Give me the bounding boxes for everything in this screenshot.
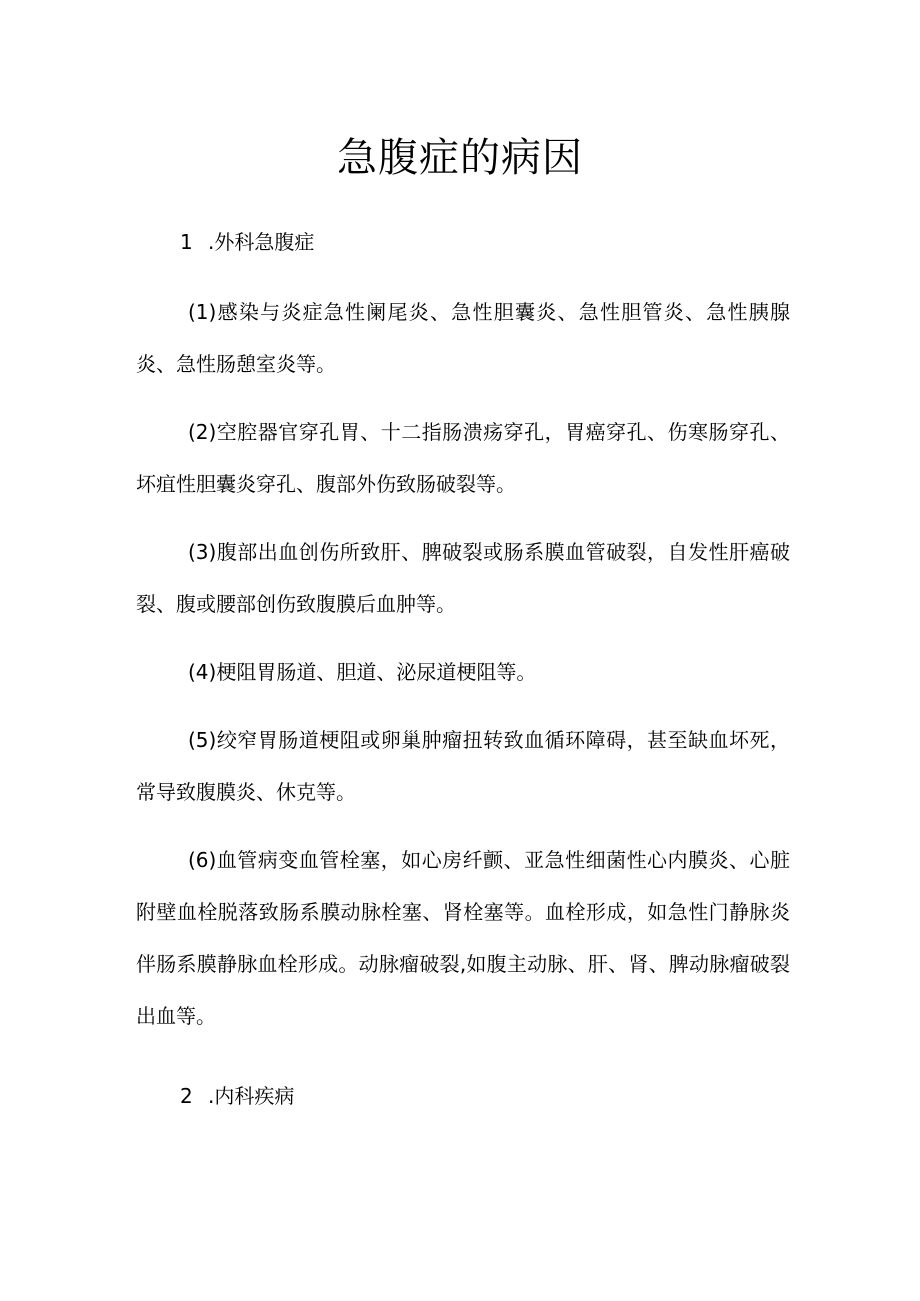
cause-infection-paragraph: (1)感染与炎症急性阑尾炎、急性胆囊炎、急性胆管炎、急性胰腺炎、急性肠憩室炎等。 (136, 300, 790, 376)
cause-vascular-paragraph: (6)血管病变血管栓塞，如心房纤颤、亚急性细菌性心内膜炎、心脏附壁血栓脱落致肠系膜动脉栓塞、肾栓塞等。血栓形成，如急性门静脉炎伴肠系膜静脉血栓形成。动脉瘤破裂,如腹主动脉、肝、肾、脾动脉瘤破裂出血等。 (136, 848, 790, 1028)
cause-strangulation-paragraph: (5)绞窄胃肠道梗阻或卵巢肿瘤扭转致血循环障碍，甚至缺血坏死，常导致腹膜炎、休克等。 (136, 728, 790, 804)
section-label: .外科急腹症 (208, 230, 315, 254)
document-body (136, 224, 790, 1114)
section-number: 2 (180, 1084, 193, 1108)
cause-perforation-paragraph: (2)空腔器官穿孔胃、十二指肠溃疡穿孔，胃癌穿孔、伤寒肠穿孔、坏疽性胆囊炎穿孔、腹部外伤致肠破裂等。 (136, 420, 790, 496)
section-heading-internal (136, 1078, 790, 1114)
cause-bleeding-paragraph: (3)腹部出血创伤所致肝、脾破裂或肠系膜血管破裂，自发性肝癌破裂、腹或腰部创伤致腹膜后血肿等。 (136, 540, 790, 616)
section-label: .内科疾病 (208, 1084, 295, 1108)
section-heading-surgical (136, 224, 790, 260)
section-number: 1 (180, 230, 193, 254)
document-title: 急腹症的病因 (337, 135, 583, 181)
cause-obstruction-paragraph: (4)梗阻胃肠道、胆道、泌尿道梗阻等。 (188, 660, 537, 684)
